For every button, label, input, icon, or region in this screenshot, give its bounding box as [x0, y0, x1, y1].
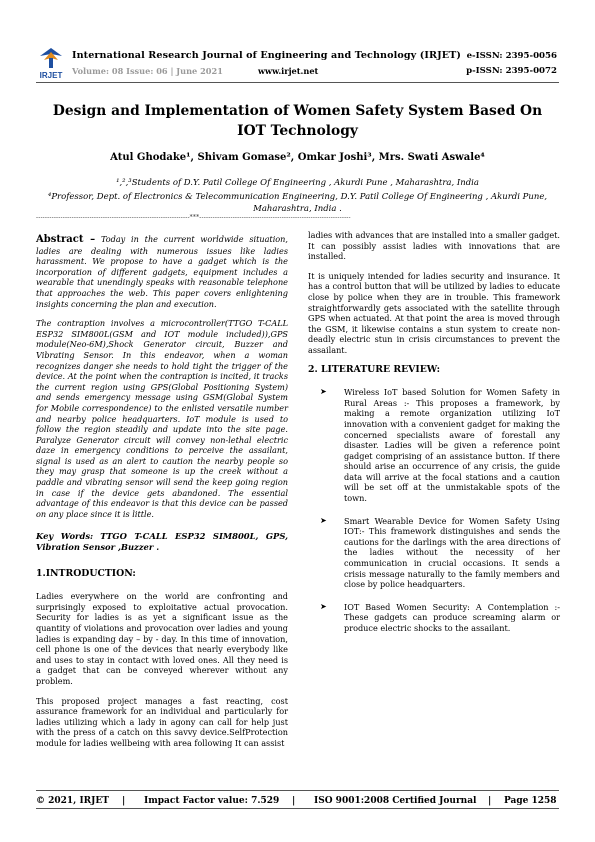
intro-p4: It is uniquely intended for ladies security and insurance. It has a control button that will be utilized by ladies to educate close by police when they are in trouble. This framework straightforwardly gets associated with the satellite through GPS when actuated. At that point the area is moved through the GSM, it likewise contains a stun system to create non-deadly electric stun in crisis circumstances to prevent the assailant. [308, 270, 560, 355]
abstract-p1 [36, 234, 288, 309]
keywords [36, 531, 288, 552]
footer-page-number: Page 1258 [504, 796, 557, 806]
literature-item-text: IOT Based Women Security: A Contemplation :- These gadgets can produce screaming alarm or produce electric shocks to the assailant. [344, 601, 560, 633]
intro-p1: Ladies everywhere on the world are confronting and surprisingly exposed to exploitative actual provocation. Security for ladies is as yet a significant issue as the quantity of violations and provocation over ladies and young ladies is expanding day – by - day. In this time of innovation, cell phone is one of the devices that nearly everybody like and uses to stay in contact with loved ones. All they need is a gadget that can be conveyed wherever without any problem. [36, 591, 288, 686]
literature-item [308, 602, 560, 634]
journal-name: International Research Journal of Engineering and Technology (IRJET) [72, 50, 462, 61]
svg-text:IRJET: IRJET [39, 71, 63, 80]
affiliation-professor: ⁴Professor, Dept. of Electronics & Telecommunication Engineering, D.Y. Patil College Of Engineering , Akurdi Pune, Maharashtra, India . [47, 192, 548, 214]
literature-item [308, 387, 560, 504]
bullet-arrow-icon: ➤ [320, 387, 327, 397]
bullet-arrow-icon: ➤ [320, 515, 327, 525]
volume-issue: Volume: 08 Issue: 06 | June 2021 [72, 66, 223, 76]
p-issn: p-ISSN: 2395-0072 [466, 66, 557, 76]
keywords-label: Key Words: [36, 531, 94, 542]
author-list: Atul Ghodake¹, Shivam Gomase², Omkar Joshi³, Mrs. Swati Aswale⁴ [110, 152, 485, 163]
keywords-text: TTGO T-CALL ESP32 SIM800L, GPS, Vibration Sensor ,Buzzer . [36, 531, 288, 553]
footer-divider: | [122, 796, 126, 806]
left-column [36, 234, 288, 758]
right-column [308, 230, 560, 646]
footer-iso: ISO 9001:2008 Certified Journal [314, 796, 477, 806]
intro-p3: ladies with advances that are installed into a smaller gadget. It can possibly assist ladies with innovations that are installed. [308, 230, 560, 262]
footer-divider: | [292, 796, 296, 806]
affiliation-students: ¹,²,³Students of D.Y. Patil College Of Engineering , Akurdi Pune , Maharashtra, India [116, 178, 479, 188]
footer-impact-factor: Impact Factor value: 7.529 [144, 796, 280, 806]
footer-divider: | [488, 796, 492, 806]
abstract-text-1: Today in the current worldwide situation, ladies are dealing with numerous issues like ladies harassment. We propose to have a gadget which is the incorporation of different gadgets, equipment includes a wearable that unendingly speaks with reasonable telephone that approaches the web. This paper covers enlightening insights concerning the plan and execution. [36, 234, 288, 309]
abstract-label: Abstract – [36, 234, 96, 245]
journal-logo [36, 46, 66, 80]
e-issn: e-ISSN: 2395-0056 [466, 51, 557, 61]
journal-url[interactable]: www.irjet.net [258, 66, 319, 76]
footer-rule [36, 790, 559, 791]
literature-item-text: Wireless IoT based Solution for Women Safety in Rural Areas :- This proposes a framework, by making a remote organization utilizing IoT innovation with a convenient gadget for making the concerned specialists aware of forestall any disaster. Ladies will be given a reference point gadget comprising of an assistance button. If there should arise an occurrence of any crisis, the guide data will arrive at the focal stations and a caution will be set off at the unmistakable spots of the town. [344, 387, 560, 504]
abstract-p2: The contraption involves a microcontroller(TTGO T-CALL ESP32 SIM800L(GSM and IOT module included)),GPS module(Neo-6M),Shock Generator circuit, Buzzer and Vibrating Sensor. In this endeavor, when a woman recognizes danger she needs to hold tight the trigger of the device. At the point when the contraption is incited, it tracks the current region using GPS(Global Positioning System) and sends emergency message using GSM(Global System for Mobile correspondence) to the enlisted versatile number and nearby police headquarters. IoT module is used to follow the region steadily and update into the site page. Paralyze Generator circuit will convey non-lethal electric daze in emergency conditions to perceive the assailant, signal is used as an alert to caution the nearby people so they may grasp that someone is up the creek without a paddle and vibrating sensor will send the keep going region in case if the device gets abandoned. The essential advantage of this endeavor is that this device can be passed on any place since it is little. [36, 318, 288, 519]
literature-item-text: Smart Wearable Device for Women Safety Using IOT:- This framework distinguishes and sends the cautions for the darlings with the area directions of the ladies without the necessity of her communication in crucial occasions. It sends a crisis message naturally to the family members and close by police headquarters. [344, 515, 560, 590]
footer-bottom-rule [36, 808, 559, 809]
intro-heading: 1.INTRODUCTION: [36, 567, 136, 579]
footer-copyright: © 2021, IRJET [36, 796, 109, 806]
section-separator: ---------------------------------------------------------------------***-------------------------------------------------------------------- [36, 214, 351, 221]
literature-heading: 2. LITERATURE REVIEW: [308, 363, 441, 375]
literature-item [308, 516, 560, 590]
header-rule [36, 82, 559, 83]
paper-title: Design and Implementation of Women Safety System Based On IOT Technology [52, 103, 543, 139]
bullet-arrow-icon: ➤ [320, 601, 327, 611]
intro-p2: This proposed project manages a fast reacting, cost assurance framework for an individual and particularly for ladies utilizing which a lady in agony can call for help just with the press of a catch on this savvy device.SelfProtection module for ladies wellbeing with area following It can assist [36, 695, 288, 748]
